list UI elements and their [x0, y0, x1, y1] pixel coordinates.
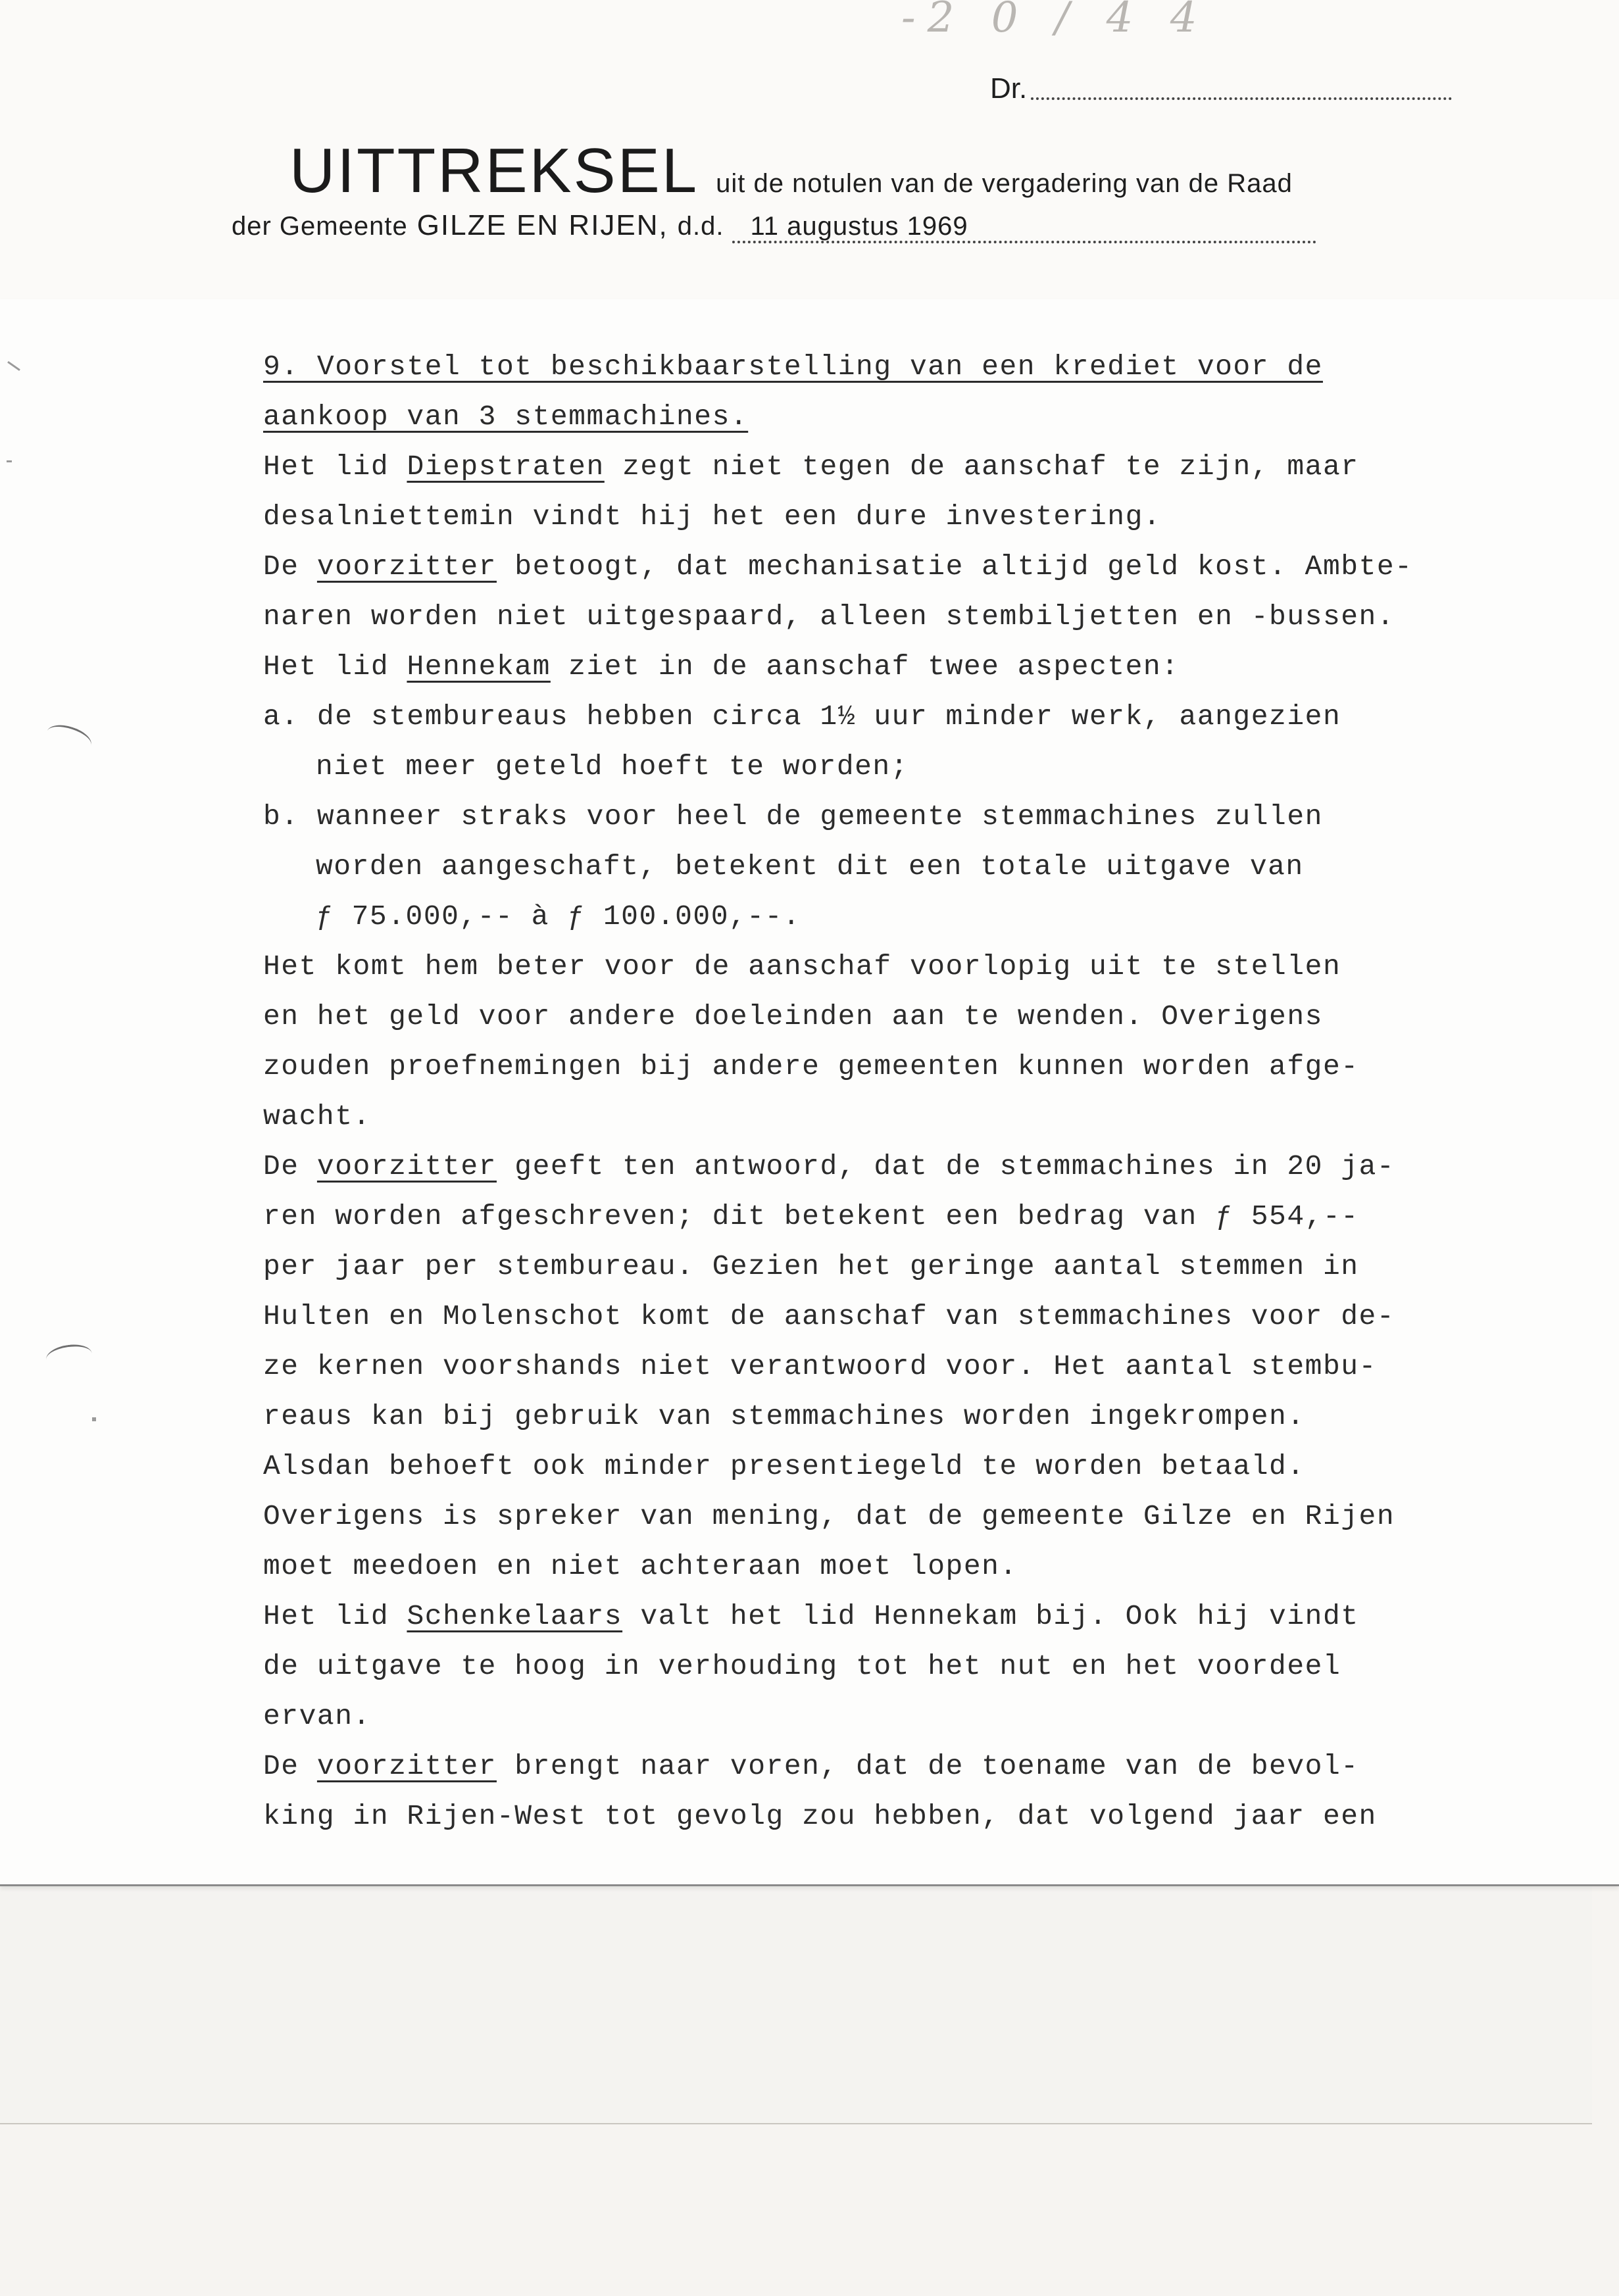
text-line: [263, 1542, 1434, 1592]
text-segment: per jaar per stembureau. Gezien het geringe aantal stemmen in: [263, 1250, 1359, 1282]
text-line: [263, 1342, 1434, 1392]
title-uittreksel: UITTREKSEL: [289, 135, 699, 206]
text-segment: Hulten en Molenschot komt de aanschaf van stemmachines voor de-: [263, 1300, 1395, 1332]
text-segment: brengt naar voren, dat de toename van de bevol-: [496, 1750, 1359, 1782]
dr-dotted-line: [1031, 97, 1452, 100]
text-segment: Het komt hem beter voor de aanschaf voorlopig uit te stellen: [263, 950, 1341, 983]
underlined-text: 9. Voorstel tot beschikbaarstelling van een krediet voor de: [263, 351, 1323, 383]
text-line: [263, 1642, 1434, 1692]
text-line: [263, 692, 1434, 742]
text-line: [263, 742, 1434, 792]
text-segment: zegt niet tegen de aanschaf te zijn, maar: [604, 451, 1359, 483]
text-line: [263, 442, 1434, 492]
bottom-sheet: [0, 1886, 1592, 2124]
text-segment: betoogt, dat mechanisatie altijd geld kost. Ambte-: [496, 550, 1413, 583]
underlined-text: Schenkelaars: [407, 1600, 623, 1632]
text-segment: ervan.: [263, 1700, 371, 1732]
gemeente-line: [232, 209, 1316, 243]
edge-mark: [7, 460, 12, 462]
minutes-body-text: [263, 342, 1434, 1842]
text-segment: ren worden afgeschreven; dit betekent een bedrag van ƒ 554,--: [263, 1200, 1359, 1233]
text-segment: De: [263, 1150, 317, 1183]
underlined-text: voorzitter: [316, 550, 497, 583]
text-line: [263, 1242, 1434, 1292]
text-line: [263, 1442, 1434, 1492]
text-line: [263, 942, 1434, 992]
text-line: [263, 1592, 1434, 1642]
text-line: [263, 1142, 1434, 1192]
text-line: [263, 1792, 1434, 1842]
text-segment: ze kernen voorshands niet verantwoord voor. Het aantal stembu-: [263, 1350, 1377, 1382]
text-segment: valt het lid Hennekam bij. Ook hij vindt: [622, 1600, 1359, 1632]
gemeente-name: GILZE EN RIJEN,: [416, 209, 668, 241]
text-segment: Het lid: [263, 650, 407, 683]
text-segment: ziet in de aanschaf twee aspecten:: [550, 650, 1180, 683]
text-segment: king in Rijen-West tot gevolg zou hebben, dat volgend jaar een: [263, 1800, 1377, 1832]
text-segment: wacht.: [263, 1100, 371, 1133]
document-title: [289, 135, 1293, 207]
text-line: [263, 592, 1434, 642]
text-segment: de uitgave te hoog in verhouding tot het nut en het voordeel: [263, 1650, 1341, 1682]
underlined-text: voorzitter: [316, 1750, 497, 1782]
archive-handwritten-note: -2 0 / 4 4: [901, 0, 1209, 42]
text-line: [263, 392, 1434, 442]
date-label: d.d.: [677, 212, 724, 241]
text-segment: geeft ten antwoord, dat de stemmachines in 20 ja-: [496, 1150, 1395, 1183]
text-segment: Overigens is spreker van mening, dat de gemeente Gilze en Rijen: [263, 1500, 1395, 1532]
text-segment: zouden proefnemingen bij andere gemeenten kunnen worden afge-: [263, 1050, 1359, 1083]
text-segment: b. wanneer straks voor heel de gemeente stemmachines zullen: [263, 800, 1323, 833]
text-line: [263, 1292, 1434, 1342]
text-line: [263, 1492, 1434, 1542]
text-segment: De: [263, 550, 317, 583]
text-line: [263, 892, 1434, 942]
text-segment: niet meer geteld hoeft te worden;: [316, 750, 909, 783]
text-line: [263, 792, 1434, 842]
text-line: [263, 1742, 1434, 1792]
text-line: [263, 542, 1434, 592]
dr-field: [990, 72, 1452, 105]
underlined-text: voorzitter: [316, 1150, 497, 1183]
text-segment: Het lid: [263, 1600, 407, 1632]
text-segment: ƒ 75.000,-- à ƒ 100.000,--.: [316, 900, 801, 933]
text-line: [263, 642, 1434, 692]
text-segment: en het geld voor andere doeleinden aan te wenden. Overigens: [263, 1000, 1323, 1033]
title-subtitle: uit de notulen van de vergadering van de Raad: [716, 169, 1293, 198]
gemeente-prefix: der Gemeente: [232, 212, 408, 241]
dr-label: Dr.: [990, 72, 1028, 105]
text-line: [263, 992, 1434, 1042]
text-segment: moet meedoen en niet achteraan moet lopen.: [263, 1550, 1018, 1582]
text-line: [263, 1392, 1434, 1442]
text-segment: desalniettemin vindt hij het een dure investering.: [263, 501, 1162, 533]
text-line: [263, 1092, 1434, 1142]
text-line: [263, 492, 1434, 542]
text-segment: Alsdan behoeft ook minder presentiegeld te worden betaald.: [263, 1450, 1305, 1482]
underlined-text: Hennekam: [407, 650, 551, 683]
text-line: [263, 342, 1434, 392]
text-segment: a. de stembureaus hebben circa 1½ uur minder werk, aangezien: [263, 700, 1341, 733]
text-line: [263, 842, 1434, 892]
underlined-text: aankoop van 3 stemmachines.: [263, 401, 749, 433]
text-segment: naren worden niet uitgespaard, alleen stembiljetten en -bussen.: [263, 600, 1395, 633]
meeting-date: 11 augustus 1969: [732, 212, 1316, 243]
text-segment: reaus kan bij gebruik van stemmachines worden ingekrompen.: [263, 1400, 1305, 1432]
text-line: [263, 1692, 1434, 1742]
text-line: [263, 1042, 1434, 1092]
text-segment: De: [263, 1750, 317, 1782]
text-segment: Het lid: [263, 451, 407, 483]
underlined-text: Diepstraten: [407, 451, 605, 483]
edge-mark: [92, 1417, 96, 1421]
text-segment: worden aangeschaft, betekent dit een totale uitgave van: [316, 850, 1304, 883]
text-line: [263, 1192, 1434, 1242]
